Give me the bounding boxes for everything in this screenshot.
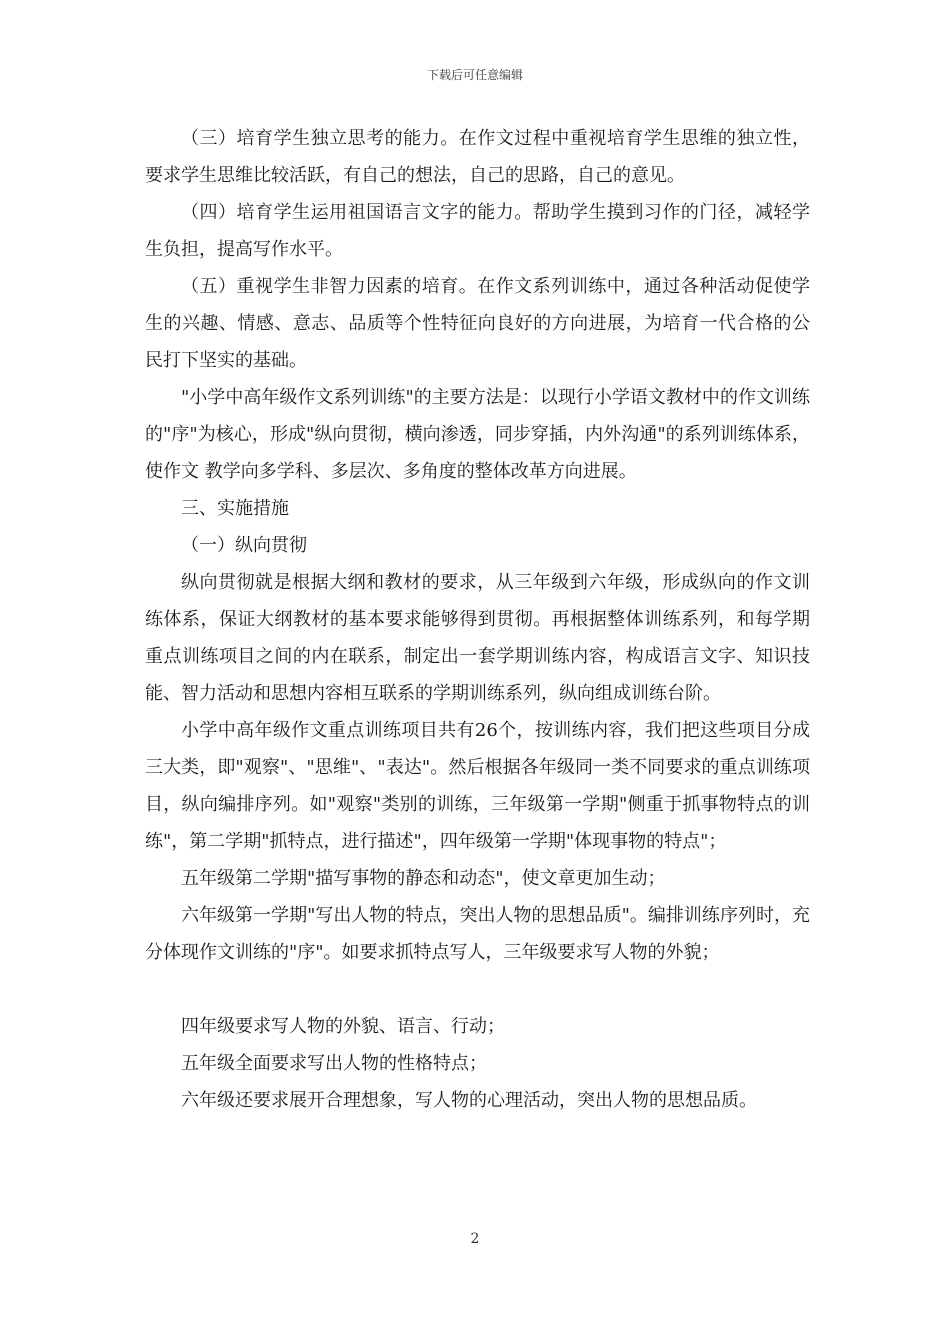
paragraph-non-intellectual-factors: （五）重视学生非智力因素的培育。在作文系列训练中，通过各种活动促使学生的兴趣、情感、意志、品质等个性特征向良好的方向进展，为培育一代合格的公民打下坚实的基础。 <box>145 276 810 371</box>
document-body <box>145 120 810 1119</box>
page-header: 下载后可任意编辑 <box>426 68 523 82</box>
paragraph-grade-four-requirement: 四年级要求写人物的外貌、语言、行动； <box>181 1016 505 1037</box>
paragraph-grade-six: 六年级第一学期"写出人物的特点，突出人物的思想品质"。编排训练序列时，充分体现作文训练的"序"。如要求抓特点写人，三年级要求写人物的外貌； <box>145 905 810 963</box>
page-number: 2 <box>470 1231 480 1247</box>
paragraph-training-items: 小学中高年级作文重点训练项目共有26个，按训练内容，我们把这些项目分成三大类，即"观察"、"思维"、"表达"。然后根据各年级同一类不同要求的重点训练项目，纵向编排序列。如"观察"类别的训练，三年级第一学期"侧重于抓事物特点的训练"，第二学期"抓特点，进行描述"，四年级第一学期"体现事物的特点"； <box>145 720 810 852</box>
paragraph-grade-five: 五年级第二学期"描写事物的静态和动态"，使文章更加生动； <box>181 868 666 889</box>
blank-line <box>145 971 810 1008</box>
paragraph-training-language-ability: （四）培育学生运用祖国语言文字的能力。帮助学生摸到习作的门径，减轻学生负担，提高写作水平。 <box>145 202 810 260</box>
paragraph-vertical-description: 纵向贯彻就是根据大纲和教材的要求，从三年级到六年级，形成纵向的作文训练体系，保证大纲教材的基本要求能够得到贯彻。再根据整体训练系列，和每学期重点训练项目之间的内在联系，制定出一套学期训练内容，构成语言文字、知识技能、智力活动和思想内容相互联系的学期训练系列，纵向组成训练台阶。 <box>145 572 810 704</box>
paragraph-main-method: "小学中高年级作文系列训练"的主要方法是：以现行小学语文教材中的作文训练的"序"为核心，形成"纵向贯彻，横向渗透，同步穿插，内外沟通"的系列训练体系，使作文 教学向多学科、多层次、多角度的整体改革方向进展。 <box>145 387 810 482</box>
paragraph-training-independent-thinking: （三）培育学生独立思考的能力。在作文过程中重视培育学生思维的独立性，要求学生思维比较活跃，有自己的想法，自己的思路，自己的意见。 <box>145 128 810 186</box>
subsection-heading-vertical: （一）纵向贯彻 <box>181 535 307 556</box>
section-heading-implementation: 三、实施措施 <box>181 498 289 519</box>
paragraph-grade-six-requirement: 六年级还要求展开合理想象，写人物的心理活动，突出人物的思想品质。 <box>181 1090 757 1111</box>
paragraph-grade-five-requirement: 五年级全面要求写出人物的性格特点； <box>181 1053 487 1074</box>
